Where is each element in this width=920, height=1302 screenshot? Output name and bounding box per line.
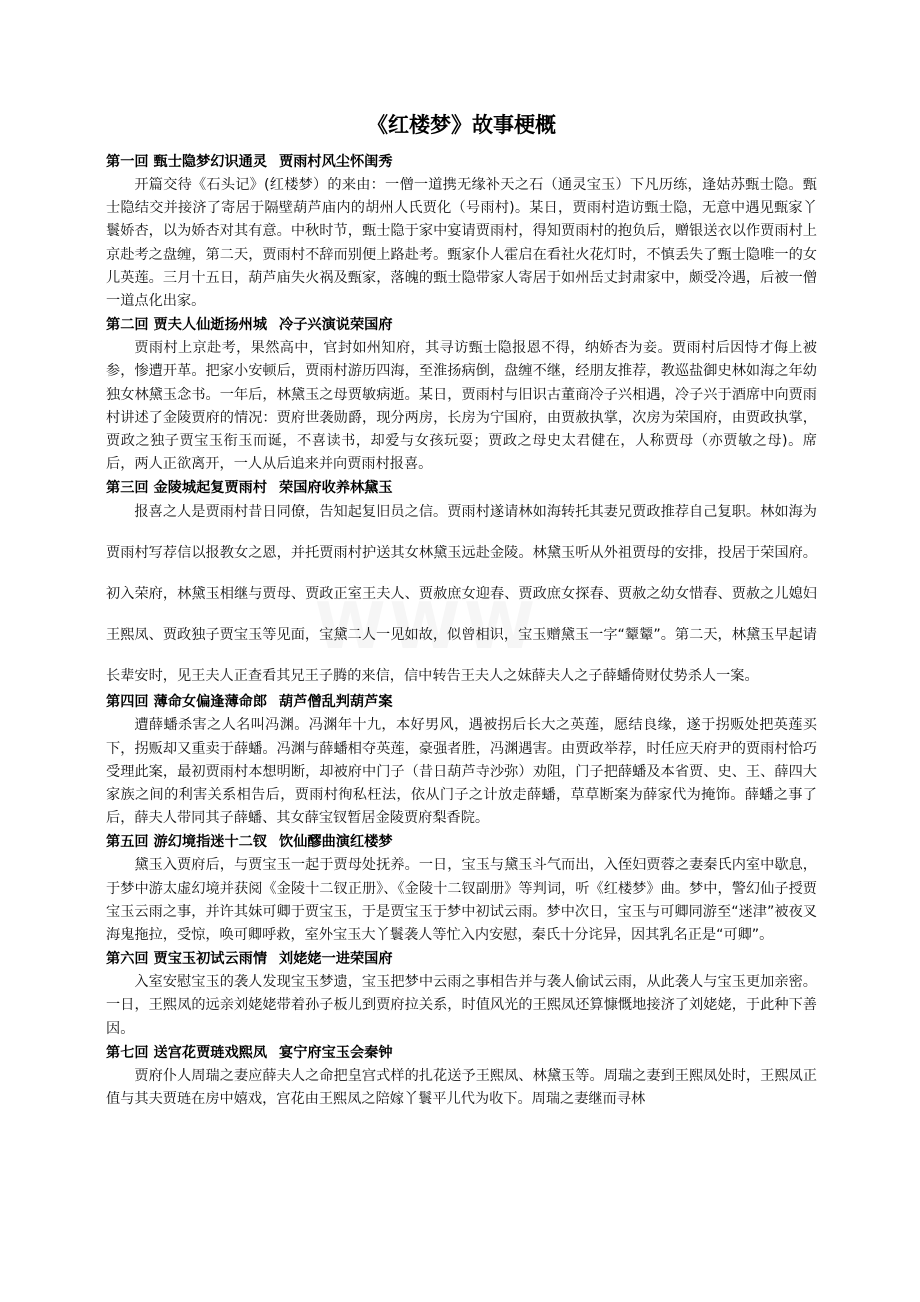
chapter-heading-part-a: 第七回 送宫花贾琏戏熙凤 <box>106 1044 268 1061</box>
chapter-2 <box>106 313 817 476</box>
chapter-heading <box>106 947 817 971</box>
chapter-heading-part-a: 第一回 甄士隐梦幻识通灵 <box>106 154 268 170</box>
chapter-heading <box>106 313 817 337</box>
chapter-4 <box>106 690 817 830</box>
chapter-body: 贾雨村上京赴考，果然高中，官封如州知府，其寻访甄士隐报恩不得，纳娇杏为妾。贾雨村后因恃才侮上被参，惨遭开革。把家小安顿后，贾雨村游历四海，至淮扬病倒，盘缠不继，经朋友推荐，教巡盐御史林如海之年幼独女林黛玉念书。一年后，林黛玉之母贾敏病逝。某日，贾雨村与旧识古董商冷子兴相遇，冷子兴于酒席中向贾雨村讲述了金陵贾府的情况：贾府世袭勋爵，现分两房，长房为宁国府，由贾赦执掌，次房为荣国府，由贾政执掌，贾政之独子贾宝玉衔玉而诞，不喜读书，却爱与女孩玩耍；贾政之母史太君健在，人称贾母（亦贾敏之母)。席后，两人正欲离开，一人从后追来并向贾雨村报喜。 <box>106 340 817 473</box>
document-title: 《红楼梦》故事梗概 <box>367 113 556 137</box>
chapter-heading-part-b: 冷子兴演说荣国府 <box>279 317 393 334</box>
chapter-heading-part-a: 第二回 贾夫人仙逝扬州城 <box>106 317 268 334</box>
chapter-body: 入室安慰宝玉的袭人发现宝玉梦遗，宝玉把梦中云雨之事相告并与袭人偷试云雨，从此袭人与宝玉更加亲密。一日，王熙凤的远亲刘姥姥带着孙子板儿到贾府拉关系，时值风光的王熙凤还算慷慨地接济了刘姥姥，于此种下善因。 <box>106 974 817 1037</box>
chapter-body: 贾府仆人周瑞之妻应薛夫人之命把皇宫式样的扎花送予王熙凤、林黛玉等。周瑞之妻到王熙凤处时，王熙凤正值与其夫贾琏在房中嬉戏，宫花由王熙凤之陪嫁丫鬟平儿代为收下。周瑞之妻继而寻林 <box>106 1067 817 1108</box>
chapter-heading-part-a: 第四回 薄命女偏逢薄命郎 <box>106 694 268 711</box>
chapter-body: 遭薛蟠杀害之人名叫冯渊。冯渊年十九，本好男风，遇被拐后长大之英莲，愿结良缘，遂于拐贩处把英莲买下，拐贩却又重卖于薛蟠。冯渊与薛蟠相夺英莲，豪强者胜，冯渊遇害。由贾政举荐，时任应天府尹的贾雨村恰巧受理此案，最初贾雨村本想明断，却被府中门子（昔日葫芦寺沙弥）劝阻，门子把薛蟠及本省贾、史、王、薛四大家族之间的利害关系相告后，贾雨村徇私枉法，依从门子之计放走薛蟠，草草断案为薛家代为掩饰。薛蟠之事了后，薛夫人带同其子薛蟠、其女薛宝钗暂居金陵贾府梨香院。 <box>106 717 817 827</box>
chapter-6 <box>106 947 817 1041</box>
chapter-heading-part-b: 葫芦僧乱判葫芦案 <box>279 694 393 711</box>
chapter-heading-part-a: 第三回 金陵城起复贾雨村 <box>106 480 268 497</box>
chapter-7 <box>106 1041 817 1111</box>
chapter-heading-part-b: 贾雨村风尘怀闺秀 <box>279 154 393 170</box>
chapter-heading <box>106 150 817 174</box>
chapter-heading-part-b: 饮仙醪曲演红楼梦 <box>279 834 393 851</box>
chapter-heading <box>106 830 817 854</box>
chapter-3 <box>106 476 817 697</box>
chapter-1 <box>106 150 817 313</box>
chapter-heading <box>106 1041 817 1065</box>
chapter-body: 报喜之人是贾雨村昔日同僚，告知起复旧员之信。贾雨村遂请林如海转托其妻兄贾政推荐自己复职。林如海为贾雨村写荐信以报教女之恩，并托贾雨村护送其女林黛玉远赴金陵。林黛玉听从外祖贾母的安排，投居于荣国府。初入荣府，林黛玉相继与贾母、贾政正室王夫人、贾赦庶女迎春、贾政庶女探春、贾赦之幼女惜春、贾赦之儿媳妇王熙凤、贾政独子贾宝玉等见面，宝黛二人一见如故，似曾相识，宝玉赠黛玉一字“颦颦”。第二天，林黛玉早起请长辈安时，见王夫人正查看其兄王子腾的来信，信中转告王夫人之妹薛夫人之子薛蟠倚财仗势杀人一案。 <box>106 504 817 685</box>
chapter-heading-part-b: 刘姥姥一进荣国府 <box>279 951 393 968</box>
chapter-heading-part-a: 第六回 贾宝玉初试云雨情 <box>106 951 268 968</box>
document-page <box>106 108 817 1111</box>
chapter-heading-part-a: 第五回 游幻境指迷十二钗 <box>106 834 268 851</box>
chapter-heading-part-b: 宴宁府宝玉会秦钟 <box>279 1044 393 1061</box>
chapter-5 <box>106 830 817 947</box>
chapter-heading-part-b: 荣国府收养林黛玉 <box>279 480 393 497</box>
chapter-body: 黛玉入贾府后，与贾宝玉一起于贾母处抚养。一日，宝玉与黛玉斗气而出，入侄妇贾蓉之妻秦氏内室中歇息，于梦中游太虚幻境并获阅《金陵十二钗正册》、《金陵十二钗副册》等判词，听《红楼梦》曲。梦中，警幻仙子授贾宝玉云雨之事，并许其妹可卿于贾宝玉，于是贾宝玉于梦中初试云雨。梦中次日，宝玉与可卿同游至“迷津”被夜叉海鬼拖拉，受惊，唤可卿呼救，室外宝玉大丫鬟袭人等忙入内安慰，秦氏十分诧异，因其乳名正是“可卿”。 <box>106 857 817 944</box>
chapter-body: 开篇交待《石头记》(红楼梦）的来由：一僧一道携无缘补天之石（通灵宝玉）下凡历练，逢姑苏甄士隐。甄士隐结交并接济了寄居于隔壁葫芦庙内的胡州人氏贾化（号雨村)。某日，贾雨村造访甄士隐，无意中遇见甄家丫鬟娇杏，以为娇杏对其有意。中秋时节，甄士隐于家中宴请贾雨村，得知贾雨村的抱负后，赠银送衣以作贾雨村上京赴考之盘缠，第二天，贾雨村不辞而别便上路赴考。甄家仆人霍启在看社火花灯时，不慎丢失了甄士隐唯一的女儿英莲。三月十五日，葫芦庙失火祸及甄家，落魄的甄士隐带家人寄居于如州岳丈封肃家中，颇受冷遇，后被一僧一道点化出家。 <box>106 177 817 310</box>
